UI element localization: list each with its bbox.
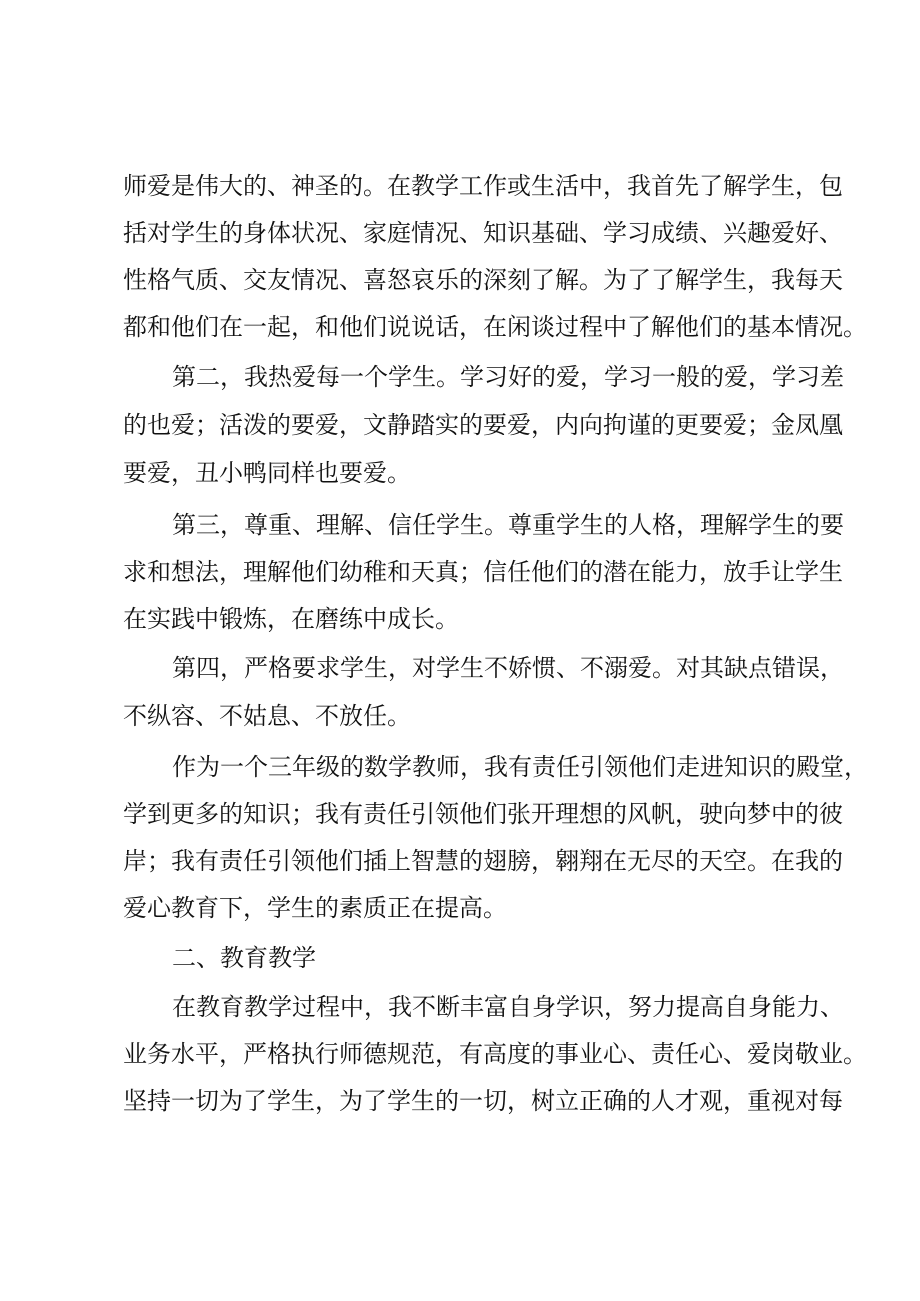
paragraph-first-line (0, 357, 920, 397)
text-line-content: 业务水平，严格执行师德规范，有高度的事业心、责任心、爱岗敬业。 (123, 1040, 867, 1068)
text-line-content: 岸；我有责任引领他们插上智慧的翅膀，翱翔在无尽的天空。在我的 (123, 847, 843, 875)
text-line-content: 括对学生的身体状况、家庭情况、知识基础、学习成绩、兴趣爱好、 (123, 219, 843, 247)
text-line-content: 第二，我热爱每一个学生。学习好的爱，学习一般的爱，学习差 (172, 363, 844, 391)
text-line (0, 213, 920, 253)
paragraph-first-line (0, 747, 920, 787)
text-line-content: 不纵容、不姑息、不放任。 (123, 702, 411, 730)
text-line-content: 学到更多的知识；我有责任引领他们张开理想的风帆，驶向梦中的彼 (123, 800, 843, 828)
text-line-content: 要爱，丑小鸭同样也要爱。 (123, 459, 411, 487)
paragraph-first-line (0, 987, 920, 1027)
text-line (0, 405, 920, 445)
text-line-content: 爱心教育下，学生的素质正在提高。 (123, 894, 507, 922)
text-line-content: 都和他们在一起，和他们说说话，在闲谈过程中了解他们的基本情况。 (123, 313, 867, 341)
text-line-content: 性格气质、交友情况、喜怒哀乐的深刻了解。为了了解学生，我每天 (123, 266, 843, 294)
text-line (0, 260, 920, 300)
text-line (0, 1081, 920, 1121)
paragraph-first-line (0, 505, 920, 545)
text-line-content: 师爱是伟大的、神圣的。在教学工作或生活中，我首先了解学生，包 (123, 172, 843, 200)
text-line-content: 在实践中锻炼，在磨练中成长。 (123, 605, 459, 633)
text-line (0, 552, 920, 592)
text-line (0, 453, 920, 493)
text-line-content: 的也爱；活泼的要爱，文静踏实的要爱，内向拘谨的更要爱；金凤凰 (123, 411, 843, 439)
text-line (0, 166, 920, 206)
text-line (0, 307, 920, 347)
text-line (0, 841, 920, 881)
section-heading (0, 938, 920, 978)
text-line (0, 599, 920, 639)
text-line-content: 坚持一切为了学生，为了学生的一切，树立正确的人才观，重视对每 (123, 1087, 843, 1115)
text-line (0, 696, 920, 736)
section-heading-text: 二、教育教学 (172, 944, 316, 972)
text-line-content: 第三，尊重、理解、信任学生。尊重学生的人格，理解学生的要 (172, 511, 844, 539)
text-line-content: 在教育教学过程中，我不断丰富自身学识，努力提高自身能力、 (172, 993, 844, 1021)
paragraph-first-line (0, 648, 920, 688)
text-line-content: 作为一个三年级的数学教师，我有责任引领他们走进知识的殿堂， (172, 753, 868, 781)
text-line-content: 求和想法，理解他们幼稚和天真；信任他们的潜在能力，放手让学生 (123, 558, 843, 586)
text-line (0, 1034, 920, 1074)
text-line (0, 794, 920, 834)
text-line (0, 888, 920, 928)
text-line-content: 第四，严格要求学生，对学生不娇惯、不溺爱。对其缺点错误， (172, 654, 844, 682)
